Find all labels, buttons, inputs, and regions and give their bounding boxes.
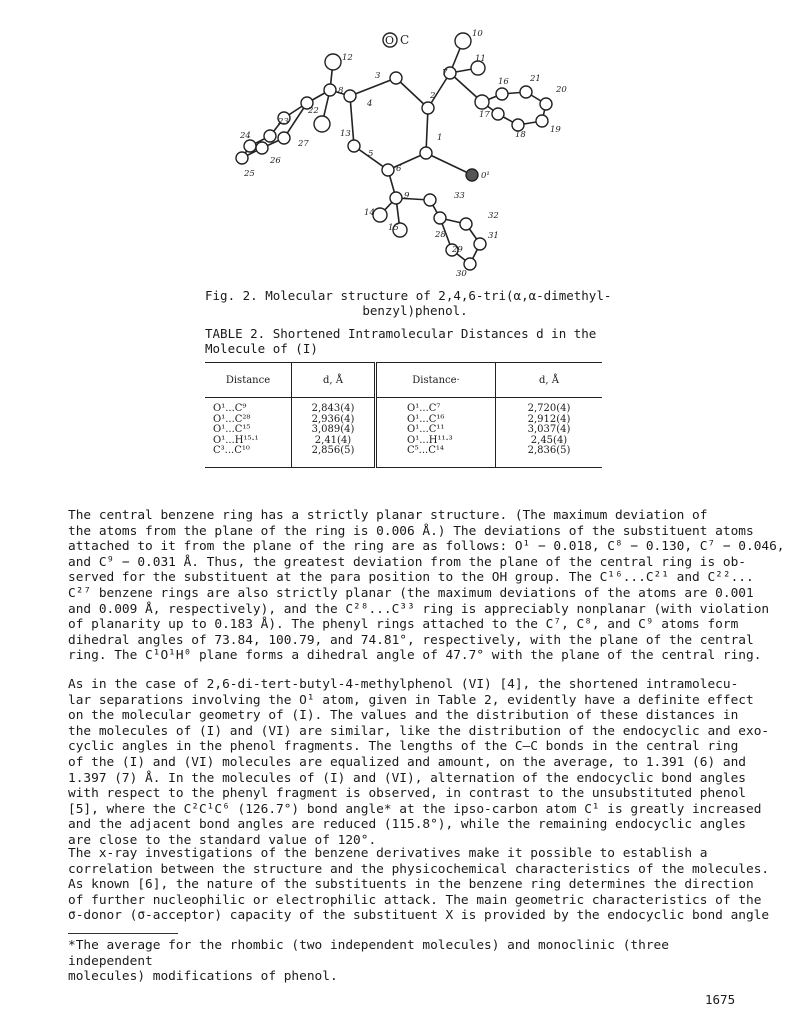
table-caption-line-2: Molecule of (I) — [205, 341, 318, 356]
cell: C⁵...C¹⁴ — [407, 445, 444, 456]
cell: 2,856(5) — [311, 445, 355, 456]
atom-label-o1: 0¹ — [481, 171, 490, 181]
atom-label-13: 13 — [340, 129, 351, 139]
atom-label-1: 1 — [437, 133, 443, 143]
text-line: As known [6], the nature of the substituents in the benzene ring determines the direction — [68, 877, 754, 893]
text-line: of planarity up to 0.183 Å). The phenyl rings attached to the C⁷, C⁸, and C⁹ atoms form — [68, 617, 739, 633]
atom-label-oc-c: C — [400, 33, 410, 47]
cell: 2,936(4) — [311, 413, 355, 425]
text-line: The x-ray investigations of the benzene derivatives make it possible to establish a — [68, 846, 708, 861]
header-d-1: d, Å — [292, 363, 376, 398]
col-d-1 — [292, 398, 376, 468]
cell: 2,41(4) — [314, 434, 352, 446]
text-line: the molecules of (I) and (VI) are similar, like the distribution of the endocyclic and exo- — [68, 723, 770, 739]
cell: O¹...C¹⁵ — [213, 424, 251, 435]
cell: O¹...H¹¹·³ — [407, 434, 453, 446]
text-line: and C⁹ − 0.031 Å. Thus, the greatest deviation from the plane of the central ring is ob- — [68, 554, 746, 570]
text-line: on the molecular geometry of (I). The values and the distribution of these distances in — [68, 708, 739, 724]
atom-label-29: 29 — [452, 245, 463, 255]
text-line: correlation between the structure and the physicochemical characteristics of the molecules. — [68, 861, 770, 877]
text-line: C²⁷ benzene rings are also strictly planar (the maximum deviations of the atoms are 0.001 — [68, 585, 754, 601]
atom-label-15: 15 — [388, 223, 399, 233]
cell: O¹...H¹⁵·¹ — [213, 434, 259, 446]
cell: 2,720(4) — [527, 403, 571, 414]
figure-caption-line-2: benzyl)phenol. — [362, 303, 468, 318]
cell: 2,836(5) — [527, 445, 571, 456]
atom-label-22: 22 — [308, 106, 319, 116]
col-d-2 — [496, 398, 603, 468]
text-line: are close to the standard value of 120°. — [68, 832, 377, 848]
atom-label-23: 23 — [278, 117, 289, 127]
atom-label-2: 2 — [430, 91, 436, 101]
table-caption — [205, 326, 605, 356]
atom-label-28: 28 — [435, 230, 446, 240]
cell: 2,912(4) — [527, 413, 571, 425]
atom-label-6: 6 — [396, 164, 402, 174]
atom-label-17: 17 — [479, 110, 490, 120]
text-line: and 0.009 Å, respectively), and the C²⁸...C³³ ring is appreciably nonplanar (with violation — [68, 601, 770, 617]
col-distance-2 — [376, 398, 496, 468]
atom-label-27: 27 — [298, 139, 309, 149]
atom-label-14: 14 — [364, 208, 375, 218]
footnote — [68, 938, 758, 985]
text-line: with respect to the phenyl fragment is observed, in contrast to the unsubstituted phenol — [68, 786, 746, 802]
cell: 2,45(4) — [530, 434, 568, 446]
cell: 3,037(4) — [527, 424, 571, 435]
atom-label-11: 11 — [475, 54, 486, 64]
atom-label-4: 4 — [367, 99, 373, 109]
atom-label-5: 5 — [368, 149, 374, 159]
cell: O¹...C⁷ — [407, 403, 441, 414]
figure-caption — [205, 288, 625, 318]
text-line: [5], where the C²C¹C⁶ (126.7°) bond angle* at the ipso-carbon atom C¹ is greatly increased — [68, 801, 762, 817]
text-line: As in the case of 2,6-di-tert-butyl-4-methylphenol (VI) [4], the shortened intramolecu- — [68, 677, 739, 692]
footnote-line-1: *The average for the rhombic (two independent molecules) and monoclinic (three independent — [68, 938, 669, 969]
atom-label-12: 12 — [342, 53, 353, 63]
table-header-row — [205, 363, 602, 398]
atom-label-3: 3 — [375, 71, 381, 81]
molecular-structure-figure — [230, 18, 570, 280]
cell: O¹...C¹¹ — [407, 424, 445, 435]
table-caption-line-1: TABLE 2. Shortened Intramolecular Distances d in the — [205, 326, 597, 341]
atom-label-31: 31 — [488, 231, 499, 241]
cell: 3,089(4) — [311, 424, 355, 435]
atom-label-30: 30 — [456, 269, 467, 279]
figure-caption-line-1: Fig. 2. Molecular structure of 2,4,6-tri(α,α-dimethyl- — [205, 288, 612, 303]
text-line: 1.397 (7) Å. In the molecules of (I) and (VI), alternation of the endocyclic bond angles — [68, 770, 746, 786]
header-d-2: d, Å — [496, 363, 603, 398]
footnote-line-2: molecules) modifications of phenol. — [68, 969, 338, 985]
atom-label-7: 7 — [442, 68, 448, 78]
table-row — [205, 398, 602, 468]
atom-label-26: 26 — [270, 156, 281, 166]
page-number: 1675 — [705, 992, 736, 1007]
text-line: cyclic angles in the phenol fragments. The lengths of the C–C bonds in the central ring — [68, 739, 739, 755]
col-distance-1 — [205, 398, 292, 468]
atom-label-10: 10 — [472, 29, 483, 39]
atom-label-24: 24 — [240, 131, 251, 141]
atom-label-19: 19 — [550, 125, 561, 135]
text-line: the atoms from the plane of the ring is 0.006 Å.) The deviations of the substituent atoms — [68, 523, 754, 539]
text-line: of the (I) and (VI) molecules are equalized and amount, on the average, to 1.391 (6) and — [68, 754, 746, 770]
atom-label-16: 16 — [498, 77, 509, 87]
cell: 2,843(4) — [311, 403, 355, 414]
text-line: and the adjacent bond angles are reduced (115.8°), while the remaining endocyclic angles — [68, 817, 746, 833]
atom-label-25: 25 — [244, 169, 255, 179]
cell: O¹...C²⁸ — [213, 413, 251, 425]
text-line: served for the substituent at the para position to the OH group. The C¹⁶...C²¹ and C²²... — [68, 570, 754, 586]
text-line: attached to it from the plane of the ring are as follows: O¹ − 0.018, C⁸ − 0.130, C⁷ − 0.046, — [68, 539, 785, 555]
text-line: lar separations involving the O¹ atom, given in Table 2, evidently have a definite effect — [68, 692, 754, 708]
atom-label-18: 18 — [515, 130, 526, 140]
distances-table — [205, 362, 602, 468]
cell: C³...C¹⁰ — [213, 445, 250, 456]
atom-label-32: 32 — [488, 211, 499, 221]
text-line: The central benzene ring has a strictly planar structure. (The maximum deviation of — [68, 508, 708, 523]
atom-label-33: 33 — [454, 191, 465, 201]
atom-label-20: 20 — [556, 85, 567, 95]
cell: O¹...C¹⁶ — [407, 413, 445, 425]
atom-label-21: 21 — [530, 74, 541, 84]
text-line: dihedral angles of 73.84, 100.79, and 74.81°, respectively, with the plane of the central — [68, 632, 754, 648]
atom-label-9: 9 — [404, 191, 410, 201]
cell: O¹...C⁹ — [213, 403, 247, 414]
atom-label-oc-o: O — [385, 34, 395, 47]
atom-label-8: 8 — [338, 86, 344, 96]
paragraph-1 — [68, 508, 785, 664]
text-line: σ-donor (σ-acceptor) capacity of the substituent X is provided by the endocyclic bond angle — [68, 908, 770, 924]
text-line: ring. The C¹O¹H⁰ plane forms a dihedral angle of 47.7° with the plane of the central ring. — [68, 648, 762, 664]
header-distance-2: Distance· — [376, 363, 496, 398]
footnote-rule — [68, 933, 178, 934]
header-distance-1: Distance — [205, 363, 292, 398]
paragraph-2 — [68, 677, 770, 849]
text-line: of further nucleophilic or electrophilic attack. The main geometric characteristics of the — [68, 892, 762, 908]
paragraph-3 — [68, 846, 770, 924]
